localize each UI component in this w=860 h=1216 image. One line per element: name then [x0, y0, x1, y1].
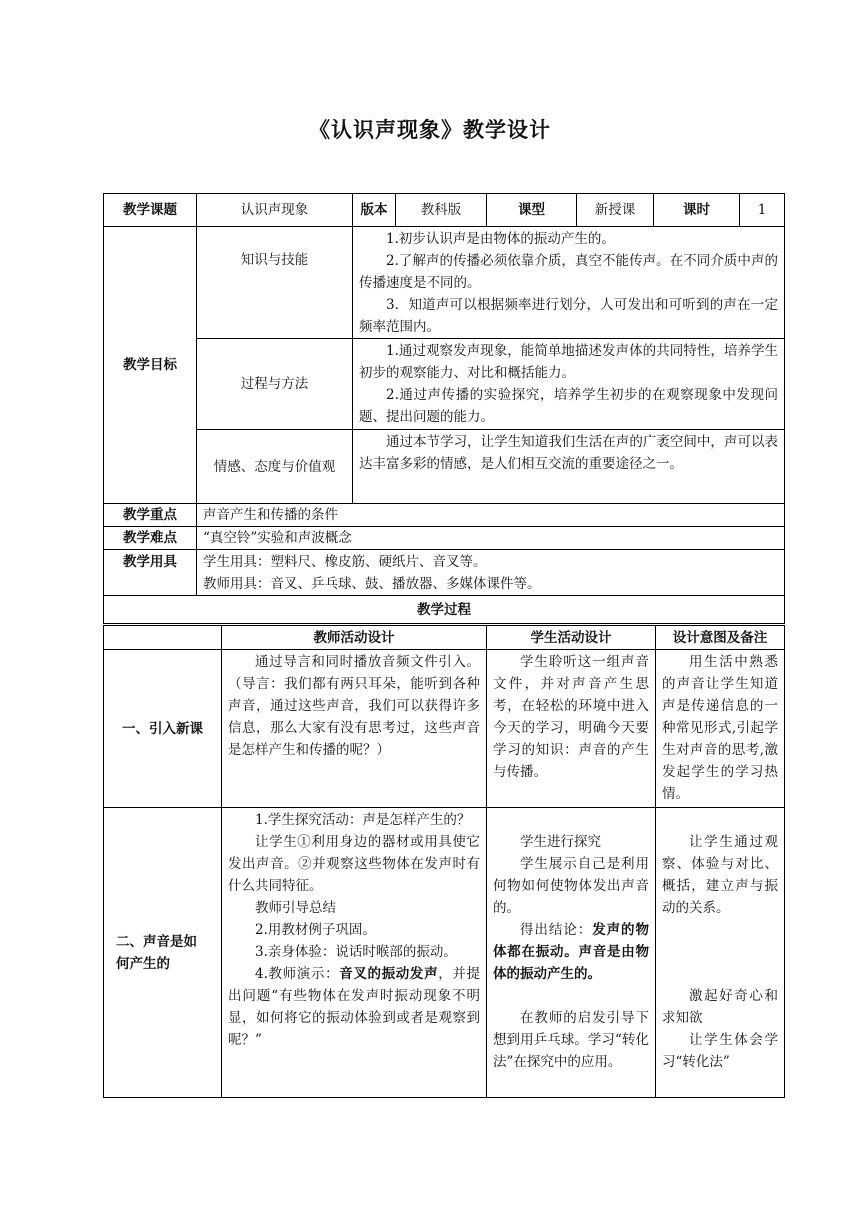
- student-text: 学生展示自己是利用何物如何使物体发出声音的。: [493, 856, 649, 916]
- knowledge-item: 3．知道声可以根据频率进行划分，人可发出和可听到的声在一定频率范围内。: [359, 297, 778, 335]
- knowledge-item: 1.初步认识声是由物体的振动产生的。: [386, 231, 615, 247]
- column-header-row: [104, 626, 785, 650]
- version-value: 教科版: [396, 194, 487, 227]
- info-table: [103, 193, 785, 624]
- design-intent: [656, 808, 785, 1098]
- process-item: 2.通过声传播的实验探究，培养学生初步的在观察现象中发现问题、提出问题的能力。: [359, 387, 778, 425]
- process-label: 过程与方法: [197, 339, 353, 430]
- hours-value: 1: [740, 194, 785, 227]
- intent-text: 用生活中熟悉的声音让学生知道声是传递信息的一种常见形式,引起学生对声音的思考,激发起学生的学习热情。: [662, 654, 778, 802]
- process-text: [353, 339, 785, 430]
- teacher-text: 让学生①利用身边的器材或用具使它发出声音。②并观察这些物体在发声时有什么共同特征。: [228, 834, 480, 894]
- goals-label: 教学目标: [104, 227, 197, 504]
- teacher-text: 教师引导总结: [255, 900, 336, 916]
- teacher-text: 3.亲身体验：说话时喉部的振动。: [255, 944, 457, 960]
- process-title: 教学过程: [104, 596, 785, 624]
- difficulty-label: 教学难点: [104, 527, 197, 550]
- knowledge-label: 知识与技能: [197, 227, 353, 339]
- teacher-text: 1.学生探究活动：声是怎样产生的？: [255, 812, 471, 828]
- section-row: [104, 808, 785, 1098]
- section-col-header: [104, 626, 222, 650]
- teacher-col-header: 教师活动设计: [222, 626, 487, 650]
- student-text: [493, 919, 649, 985]
- intent-text: 让学生通过观察、体验与对比、概括，建立声与振动的关系。: [662, 834, 778, 916]
- focus-label: 教学重点: [104, 504, 197, 527]
- topic-label: 教学课题: [104, 194, 197, 227]
- demo-suffix: ，并提出问题“有些物体在发声时振动现象不明显，如何将它的振动体验到或者是观察到呢？”: [228, 966, 480, 1048]
- section-name: 二、声音是如何产生的: [104, 808, 222, 1098]
- process-table: [103, 625, 785, 1098]
- difficulty-text: “真空铃”实验和声波概念: [197, 527, 785, 550]
- tools-label: 教学用具: [104, 550, 197, 596]
- tools-teacher: 教师用具：音叉、乒乓球、鼓、播放器、多媒体课件等。: [203, 576, 541, 592]
- knowledge-item: 2.了解声的传播必须依靠介质，真空不能传声。在不同介质中声的传播速度是不同的。: [359, 253, 778, 291]
- emotion-label: 情感、态度与价值观: [197, 430, 353, 504]
- type-value: 新授课: [577, 194, 654, 227]
- section-name: 一、引入新课: [104, 650, 222, 808]
- page-title: 《认识声现象》教学设计: [309, 118, 551, 142]
- tools-student: 学生用具：塑料尺、橡皮筋、硬纸片、音叉等。: [203, 554, 487, 570]
- topic-value: 认识声现象: [197, 194, 353, 227]
- student-activity: [487, 808, 656, 1098]
- demo-prefix: 4.教师演示：: [255, 966, 340, 982]
- student-text: 在教师的启发引导下想到用乒乓球。学习“转化法”在探究中的应用。: [493, 1010, 649, 1070]
- intent-text: 激起好奇心和求知欲: [662, 988, 778, 1026]
- tools-text: [197, 550, 785, 596]
- demo-emphasis: 音叉的振动发声: [339, 966, 439, 982]
- teacher-text: 2.用教材例子巩固。: [255, 922, 376, 938]
- version-label: 版本: [353, 194, 396, 227]
- student-text: 学生进行探究: [520, 834, 601, 850]
- student-text: 学生聆听这一组声音文件，并对声音产生思考，在轻松的环境中进入今天的学习，明确今天要学习的知识：声音的产生与传播。: [493, 654, 649, 780]
- type-label: 课型: [487, 194, 577, 227]
- teacher-activity: [222, 650, 487, 808]
- focus-text: 声音产生和传播的条件: [197, 504, 785, 527]
- design-intent: [656, 650, 785, 808]
- emotion-item: 通过本节学习，让学生知道我们生活在声的广袤空间中，声可以表达丰富多彩的情感，是人们相互交流的重要途径之一。: [359, 434, 778, 472]
- section-row: [104, 650, 785, 808]
- student-activity: [487, 650, 656, 808]
- student-col-header: 学生活动设计: [487, 626, 656, 650]
- hours-label: 课时: [654, 194, 740, 227]
- teacher-text: 通过导言和同时播放音频文件引入。（导言：我们都有两只耳朵，能听到各种声音，通过这些声音，我们可以获得许多信息，那么大家有没有思考过，这些声音是怎样产生和传播的呢？）: [228, 654, 480, 758]
- conclusion-prefix: 得出结论：: [520, 922, 593, 938]
- emotion-text: [353, 430, 785, 504]
- intent-col-header: 设计意图及备注: [656, 626, 785, 650]
- intent-text: 让学生体会学习“转化法”: [662, 1032, 778, 1070]
- conclusion-emphasis: 发声的物体都在振动。声音是由物体的振动产生的。: [493, 922, 649, 982]
- header-row: [104, 194, 785, 227]
- teacher-activity: [222, 808, 487, 1098]
- process-item: 1.通过观察发声现象，能简单地描述发声体的共同特性，培养学生初步的观察能力、对比和概括能力。: [359, 343, 778, 381]
- knowledge-text: [353, 227, 785, 339]
- teacher-text: [228, 963, 480, 1051]
